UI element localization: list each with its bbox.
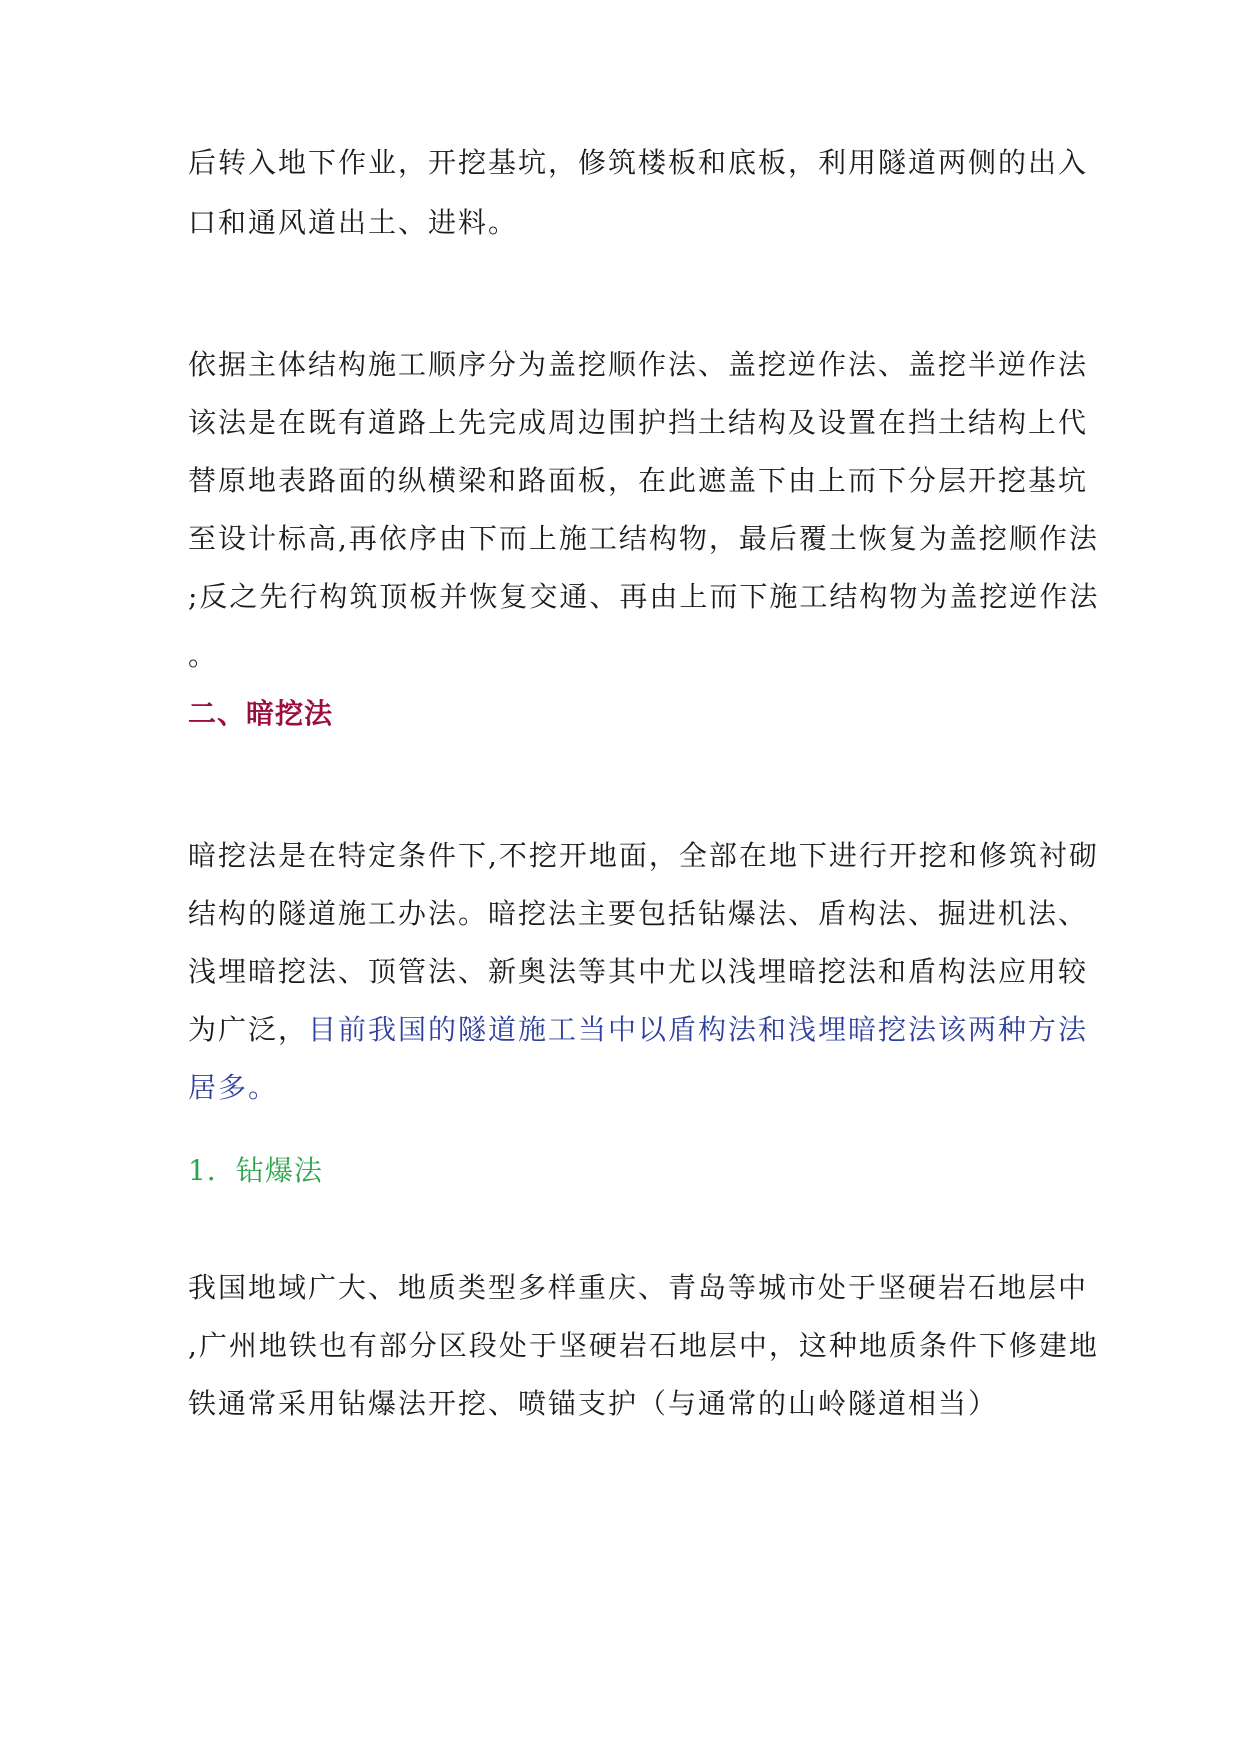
section-heading: 二、暗挖法 (188, 697, 334, 730)
subsection-heading: 1．钻爆法 (188, 1154, 323, 1187)
paragraph-line: 铁通常采用钻爆法开挖、喷锚支护（与通常的山岭隧道相当） (188, 1387, 999, 1420)
paragraph-line: 我国地域广大、地质类型多样重庆、青岛等城市处于坚硬岩石地层中 (188, 1271, 1089, 1304)
paragraph-line: 依据主体结构施工顺序分为盖挖顺作法、盖挖逆作法、盖挖半逆作法 (188, 348, 1089, 381)
paragraph-line (188, 1010, 1088, 1050)
paragraph-line: 该法是在既有道路上先完成周边围护挡土结构及设置在挡土结构上代 (188, 406, 1089, 439)
paragraph-line: 口和通风道出土、进料。 (188, 206, 519, 239)
highlighted-text: 居多。 (188, 1071, 279, 1104)
paragraph-line: 结构的隧道施工办法。暗挖法主要包括钻爆法、盾构法、掘进机法、 (188, 897, 1089, 930)
paragraph-line: 至设计标高,再依序由下而上施工结构物，最后覆土恢复为盖挖顺作法 (188, 522, 1099, 555)
paragraph-line: 替原地表路面的纵横梁和路面板，在此遮盖下由上而下分层开挖基坑 (188, 464, 1089, 497)
highlighted-text: 目前我国的隧道施工当中以盾构法和浅埋暗挖法该两种方法 (308, 1013, 1089, 1046)
paragraph-line: ;反之先行构筑顶板并恢复交通、再由上而下施工结构物为盖挖逆作法 (188, 580, 1100, 613)
paragraph-line: 后转入地下作业，开挖基坑，修筑楼板和底板，利用隧道两侧的出入 (188, 146, 1089, 179)
paragraph-line: 浅埋暗挖法、顶管法、新奥法等其中尤以浅埋暗挖法和盾构法应用较 (188, 955, 1089, 988)
paragraph-line: ,广州地铁也有部分区段处于坚硬岩石地层中，这种地质条件下修建地 (188, 1329, 1099, 1362)
paragraph-line: 暗挖法是在特定条件下,不挖开地面，全部在地下进行开挖和修筑衬砌 (188, 839, 1099, 872)
paragraph-line: 。 (188, 639, 219, 672)
paragraph-text: 为广泛， (188, 1013, 309, 1046)
